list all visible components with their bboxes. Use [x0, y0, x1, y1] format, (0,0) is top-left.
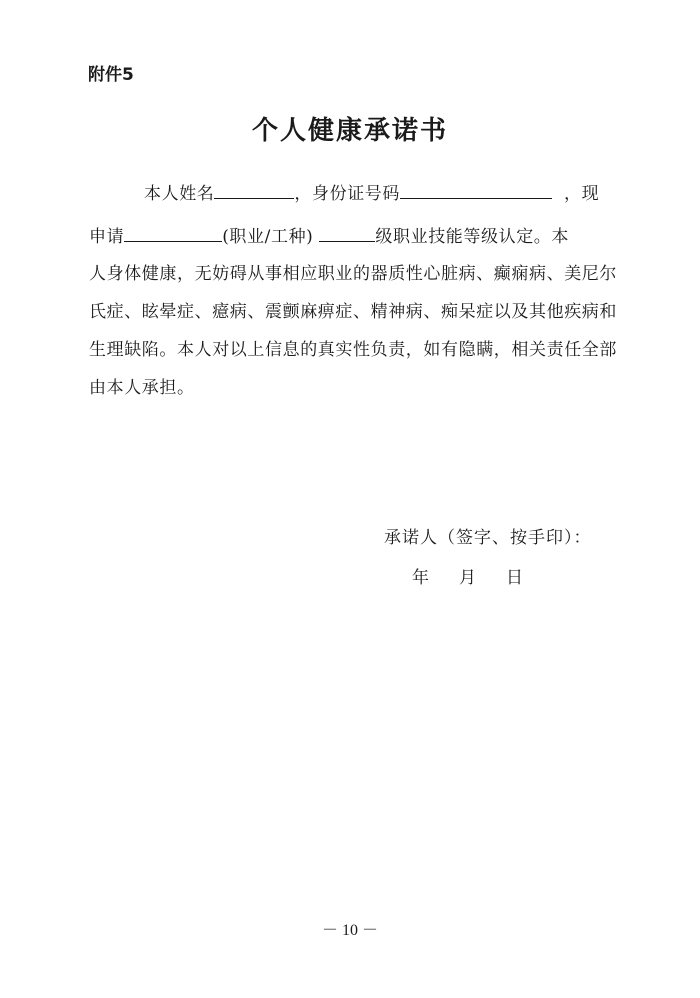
document-title: 个人健康承诺书 [251, 116, 448, 146]
body-line-5: 生理缺陷。本人对以上信息的真实性负责，如有隐瞒，相关责任全部 [89, 340, 617, 360]
occupation-label: (职业/工种) [222, 227, 314, 247]
name-blank [214, 182, 294, 199]
body-line-1 [89, 182, 629, 205]
attachment-label: 附件5 [88, 65, 134, 85]
occupation-blank [124, 225, 222, 242]
signer-label: 承诺人（签字、按手印）： [384, 528, 592, 548]
year-label: 年 [412, 568, 429, 588]
month-label: 月 [459, 568, 476, 588]
page-number: － 10 － [321, 922, 378, 939]
name-label: 本人姓名 [144, 184, 215, 204]
body-line-4: 氏症、眩晕症、癔病、震颤麻痹症、精神病、痴呆症以及其他疾病和 [89, 302, 617, 322]
body-line-6: 由本人承担。 [89, 378, 195, 398]
line2-end-text: 级职业技能等级认定。本 [375, 227, 570, 247]
day-label: 日 [506, 568, 523, 588]
line1-end-text: ，现 [564, 184, 600, 204]
level-blank [319, 225, 375, 242]
body-line-2 [89, 225, 629, 248]
id-number-blank [400, 182, 552, 199]
date-row [412, 563, 523, 588]
apply-label: 申请 [89, 227, 125, 247]
body-line-3: 人身体健康，无妨碍从事相应职业的器质性心脏病、癫痫病、美尼尔 [89, 264, 617, 284]
id-number-label: ，身份证号码 [294, 184, 401, 204]
